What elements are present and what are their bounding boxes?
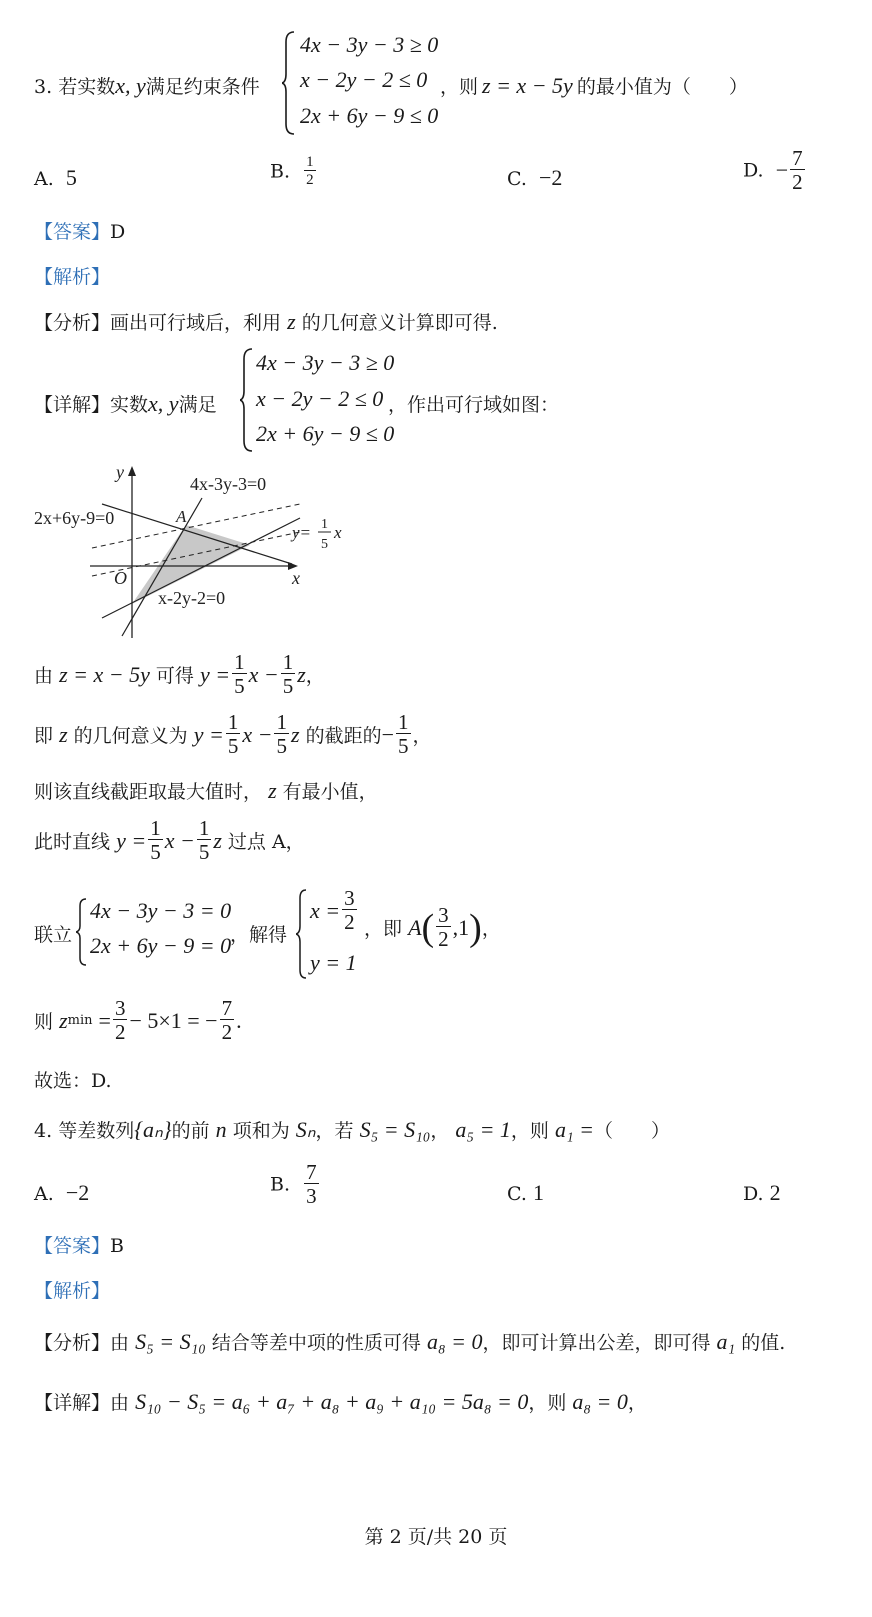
q3-stem-a: 若实数 (58, 76, 116, 98)
graph-l3-label: x-2y-2=0 (158, 588, 226, 608)
q4-option-c: C. 1 (507, 1180, 544, 1205)
left-brace-icon (76, 897, 88, 967)
q3-fenxi: 【分析】画出可行域后，利用 z 的几何意义计算即可得. (34, 309, 498, 334)
q3-step-5-brace-2 (296, 888, 308, 984)
q3-option-c: C. −2 (507, 165, 563, 190)
q3-expr: z = x − 5y (482, 73, 573, 98)
q3-option-b: B. $\frac{1}{2}$ (270, 154, 314, 188)
q3-step-5-x: x = $\frac{3}{2}$ (310, 886, 355, 934)
q3-detail-c1: 4x − 3y − 3 ≥ 0 (256, 350, 395, 375)
q3-detail-brace (240, 347, 254, 457)
graph-origin-label: O (114, 568, 127, 588)
q3-vars: x, y (115, 73, 146, 98)
q3-step-5-eq2: 2x + 6y − 9 = 0 (90, 933, 232, 958)
q3-answer: 【答案】D (34, 221, 126, 243)
q4-option-d: D. 2 (743, 1180, 781, 1205)
q4-fenxi: 【分析】由 S₅ = S₁₀ 结合等差中项的性质可得 a₈ = 0，即可计算出公差，即可得 a₁ 的值. (34, 1329, 786, 1354)
page-footer: 第 2 页/共 20 页 (364, 1526, 508, 1548)
q3-step-2: 即 z 的几何意义为 y = $\frac{1}{5}$ x − $\frac{1}{5}$ z 的截距的 − $\frac{1}{5}$ ， (34, 710, 432, 758)
q3-stem-c: ，则 (440, 76, 479, 98)
q3-step-5-point: ，即 A ( $\frac{3}{2}$ ,1 ) ， (364, 903, 501, 951)
q4-option-b: B. $\frac{7}{3}$ (270, 1160, 317, 1208)
q3-detail-c3: 2x + 6y − 9 ≤ 0 (256, 421, 395, 446)
q3-step-7: 故选：D. (34, 1070, 112, 1092)
q3-constraint-1: 4x − 3y − 3 ≥ 0 (300, 32, 439, 57)
graph-dash-label-a: y= (292, 523, 312, 542)
graph-l1-label: 4x-3y-3=0 (190, 474, 267, 494)
q3-step-5-solve: ，解得 (230, 924, 288, 946)
q3-step-6: 则 z min = $\frac{3}{2}$ − 5×1 = − $\frac{7}{2}$ . (34, 996, 242, 1044)
q3-stem-tail (440, 72, 748, 99)
q3-constraint-3: 2x + 6y − 9 ≤ 0 (300, 103, 439, 128)
graph-dash-den: 5 (321, 537, 328, 552)
q3-step-5-brace (76, 897, 88, 971)
q4-jiexi: 【解析】 (34, 1280, 111, 1302)
q3-step-4: 此时直线 y = $\frac{1}{5}$ x − $\frac{1}{5}$ z 过点 A， (34, 816, 305, 864)
graph-dash-num: 1 (321, 517, 328, 532)
q4-answer: 【答案】B (34, 1235, 124, 1257)
q3-step-5-eq1: 4x − 3y − 3 = 0 (90, 898, 232, 923)
q3-xiangjie-tail: ，作出可行域如图： (388, 394, 560, 416)
q3-detail-c2: x − 2y − 2 ≤ 0 (256, 386, 384, 411)
q3-step-1: 由 z = x − 5y 可得 y = $\frac{1}{5}$ x − $\frac{1}{5}$ z ， (34, 650, 325, 698)
q3-constraint-brace (282, 30, 296, 140)
q3-step-5-label: 联立 (34, 924, 73, 946)
q3-option-a: A. 5 (34, 165, 77, 190)
y-axis-arrow (128, 466, 136, 476)
graph-point-a-label: A (176, 507, 187, 526)
q3-stem-b: 满足约束条件 (145, 76, 260, 98)
q4-option-a: A. −2 (34, 1180, 90, 1205)
q3-constraint-2: x − 2y − 2 ≤ 0 (300, 67, 428, 92)
q3-step-5-y: y = 1 (310, 950, 357, 975)
left-brace-icon (282, 30, 296, 136)
left-brace-icon (296, 888, 308, 980)
feasible-region-graph (30, 458, 350, 648)
q3-number: 3. (34, 76, 53, 98)
q3-stem (34, 72, 260, 99)
q3-jiexi: 【解析】 (34, 266, 111, 288)
graph-l2-label: 2x+6y-9=0 (34, 508, 115, 528)
q4-xiangjie: 【详解】由 S₁₀ − S₅ = a₆ + a₇ + a₈ + a₉ + a₁₀ = 5a₈ = 0，则 a₈ = 0， (34, 1389, 647, 1414)
q4-stem: 4. 等差数列{aₙ}的前 n 项和为 Sₙ，若 S₅ = S₁₀， a₅ = 1，则 a₁ =（ ） (34, 1117, 670, 1142)
q3-option-d: D. − $\frac{7}{2}$ (743, 146, 803, 194)
graph-dash-label-b: x (334, 523, 342, 542)
graph-x-label: x (292, 568, 300, 588)
graph-y-label: y (116, 462, 124, 482)
left-brace-icon (240, 347, 254, 453)
q3-xiangjie: 【详解】实数x, y满足 (34, 391, 217, 416)
q3-stem-d: 的最小值为（ ） (576, 76, 748, 98)
q3-step-3: 则该直线截距取最大值时， z 有最小值， (34, 778, 378, 803)
